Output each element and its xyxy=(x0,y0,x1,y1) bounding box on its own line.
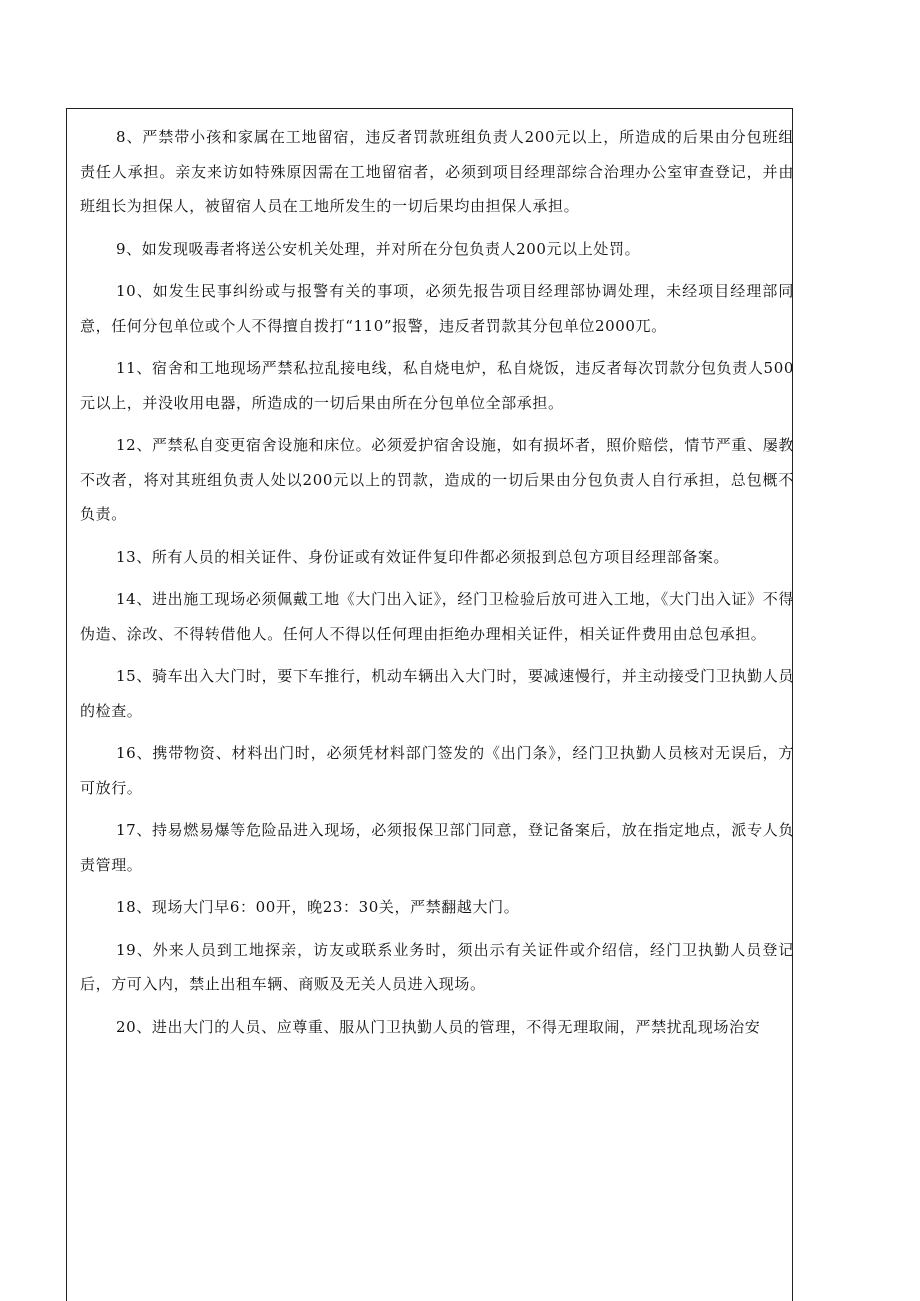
rule-paragraph-9: 9、如发现吸毒者将送公安机关处理，并对所在分包负责人200元以上处罚。 xyxy=(116,239,641,258)
rule-paragraph-16: 16、携带物资、材料出门时，必须凭材料部门签发的《出门条》，经门卫执勤人员核对无误后，方可放行。 xyxy=(80,744,794,797)
rule-paragraph-10: 10、如发生民事纠纷或与报警有关的事项，必须先报告项目经理部协调处理，未经项目经理部同意，任何分包单位或个人不得擅自拨打“110”报警，违反者罚款其分包单位2000兀。 xyxy=(80,282,794,335)
document-body xyxy=(80,120,794,1044)
rule-paragraph-14: 14、进出施工现场必须佩戴工地《大门出入证》，经门卫检验后放可进入工地，《大门出入证》不得伪造、涂改、不得转借他人。任何人不得以任何理由拒绝办理相关证件，相关证件费用由总包承担。 xyxy=(80,590,794,643)
rule-paragraph-19: 19、外来人员到工地探亲，访友或联系业务时，须出示有关证件或介绍信，经门卫执勤人员登记后，方可入内，禁止出租车辆、商贩及无关人员进入现场。 xyxy=(80,940,794,993)
rule-paragraph-17: 17、持易燃易爆等危险品进入现场，必须报保卫部门同意，登记备案后，放在指定地点，派专人负责管理。 xyxy=(80,821,794,874)
rule-paragraph-12: 12、严禁私自变更宿舍设施和床位。必须爱护宿舍设施，如有损坏者，照价赔偿，情节严重、屡教不改者，将对其班组负责人处以200元以上的罚款，造成的一切后果由分包负责人自行承担，总包概不负责。 xyxy=(80,436,794,523)
rule-paragraph-8: 8、严禁带小孩和家属在工地留宿，违反者罚款班组负责人200元以上，所造成的后果由分包班组责任人承担。亲友来访如特殊原因需在工地留宿者，必须到项目经理部综合治理办公室审查登记，并由班组长为担保人，被留宿人员在工地所发生的一切后果均由担保人承担。 xyxy=(80,128,794,215)
rule-paragraph-20: 20、进出大门的人员、应尊重、服从门卫执勤人员的管理，不得无理取闹，严禁扰乱现场治安 xyxy=(116,1017,761,1036)
rule-paragraph-11: 11、宿舍和工地现场严禁私拉乱接电线，私自烧电炉，私自烧饭，违反者每次罚款分包负责人500元以上，并没收用电器，所造成的一切后果由所在分包单位全部承担。 xyxy=(80,359,794,412)
rule-paragraph-15: 15、骑车出入大门时，要下车推行，机动车辆出入大门时，要减速慢行，并主动接受门卫执勤人员的检查。 xyxy=(80,667,794,720)
rule-paragraph-18: 18、现场大门早6：00开，晚23：30关，严禁翻越大门。 xyxy=(116,898,520,916)
rule-paragraph-13: 13、所有人员的相关证件、身份证或有效证件复印件都必须报到总包方项目经理部备案。 xyxy=(116,547,730,566)
